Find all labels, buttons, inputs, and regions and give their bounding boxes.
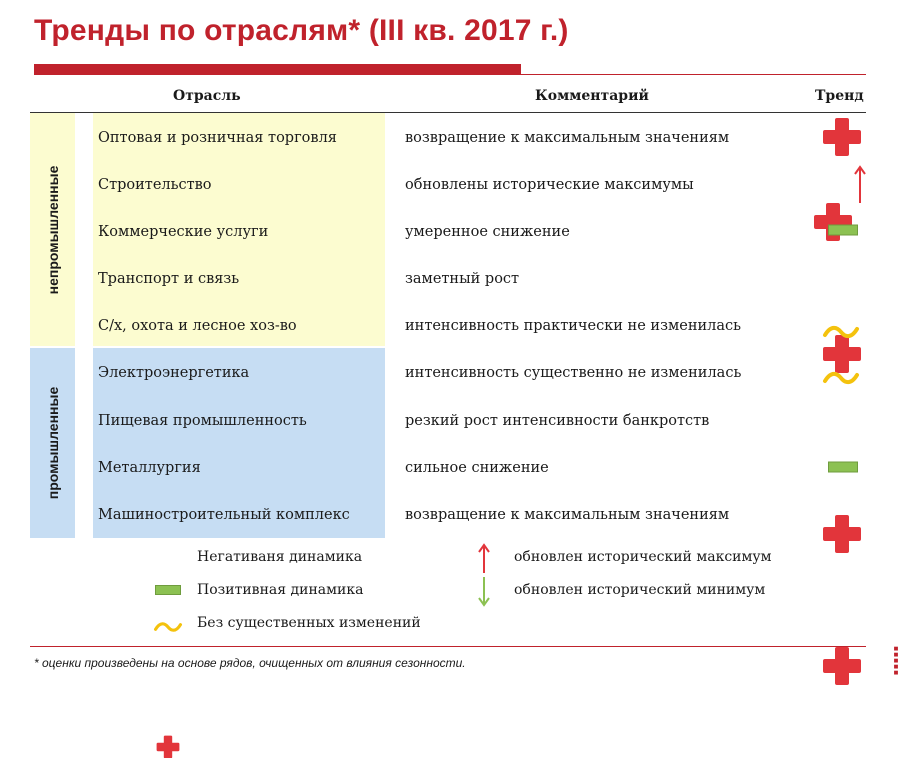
comment-text: интенсивность практически не изменилась [405,318,742,334]
page-title: Тренды по отраслям* (III кв. 2017 г.) [34,14,569,47]
industry-name: Оптовая и розничная торговля [98,130,337,146]
industry-name: Коммерческие услуги [98,224,269,240]
legend-hist-max: обновлен исторический максимум [514,549,772,565]
group-non-industrial [30,113,75,346]
legend-no-change: Без существенных изменений [197,615,421,631]
industry-name: Пищевая промышленность [98,413,307,429]
header-trend: Тренд [815,88,864,104]
group-label-industrial: промышленные [44,386,61,500]
comment-text: умеренное снижение [405,224,570,240]
header-industry: Отрасль [173,88,241,104]
tilde-icon [153,620,183,634]
plus-icon [823,647,861,685]
footnote: * оценки произведены на основе рядов, очищенных от влияния сезонности. [34,656,466,670]
title-divider [34,74,866,75]
minus-icon [828,462,858,473]
comment-text: резкий рост интенсивности банкротств [405,413,710,429]
group-label-non-industrial: непромышленные [44,165,61,294]
industry-name: Транспорт и связь [98,271,240,287]
industry-name: Строительство [98,177,212,193]
industry-name: С/х, охота и лесное хоз-во [98,318,297,334]
tilde-icon [822,323,860,341]
title-accent-bar [34,64,521,74]
comment-text: сильное снижение [405,460,549,476]
comment-text: обновлены исторические максимумы [405,177,694,193]
plus-icon [823,515,861,553]
comment-text: заметный рост [405,271,520,287]
plus-icon [823,118,861,156]
legend-hist-min: обновлен исторический минимум [514,582,766,598]
arrow-up-icon [477,542,491,574]
legend-positive: Позитивная динамика [197,582,364,598]
comment-text: возвращение к максимальным значениям [405,507,730,523]
comment-text: интенсивность существенно не изменилась [405,365,742,381]
group-industrial [30,348,75,538]
minus-icon [155,585,181,595]
plus-icon [157,736,180,758]
arrow-up-icon [853,164,867,204]
arrow-down-icon [477,576,491,608]
comment-text: возвращение к максимальным значениям [405,130,730,146]
tilde-icon [822,369,860,387]
footer-divider [30,646,866,647]
header-comment: Комментарий [535,88,649,104]
industry-name: Металлургия [98,460,201,476]
minus-icon [828,225,858,236]
industry-name: Машиностроительный комплекс [98,507,350,523]
legend-negative: Негативаня динамика [197,549,363,565]
industry-name: Электроэнергетика [98,365,250,381]
logo: ■ ■ ■ ■ ■ [893,646,899,676]
